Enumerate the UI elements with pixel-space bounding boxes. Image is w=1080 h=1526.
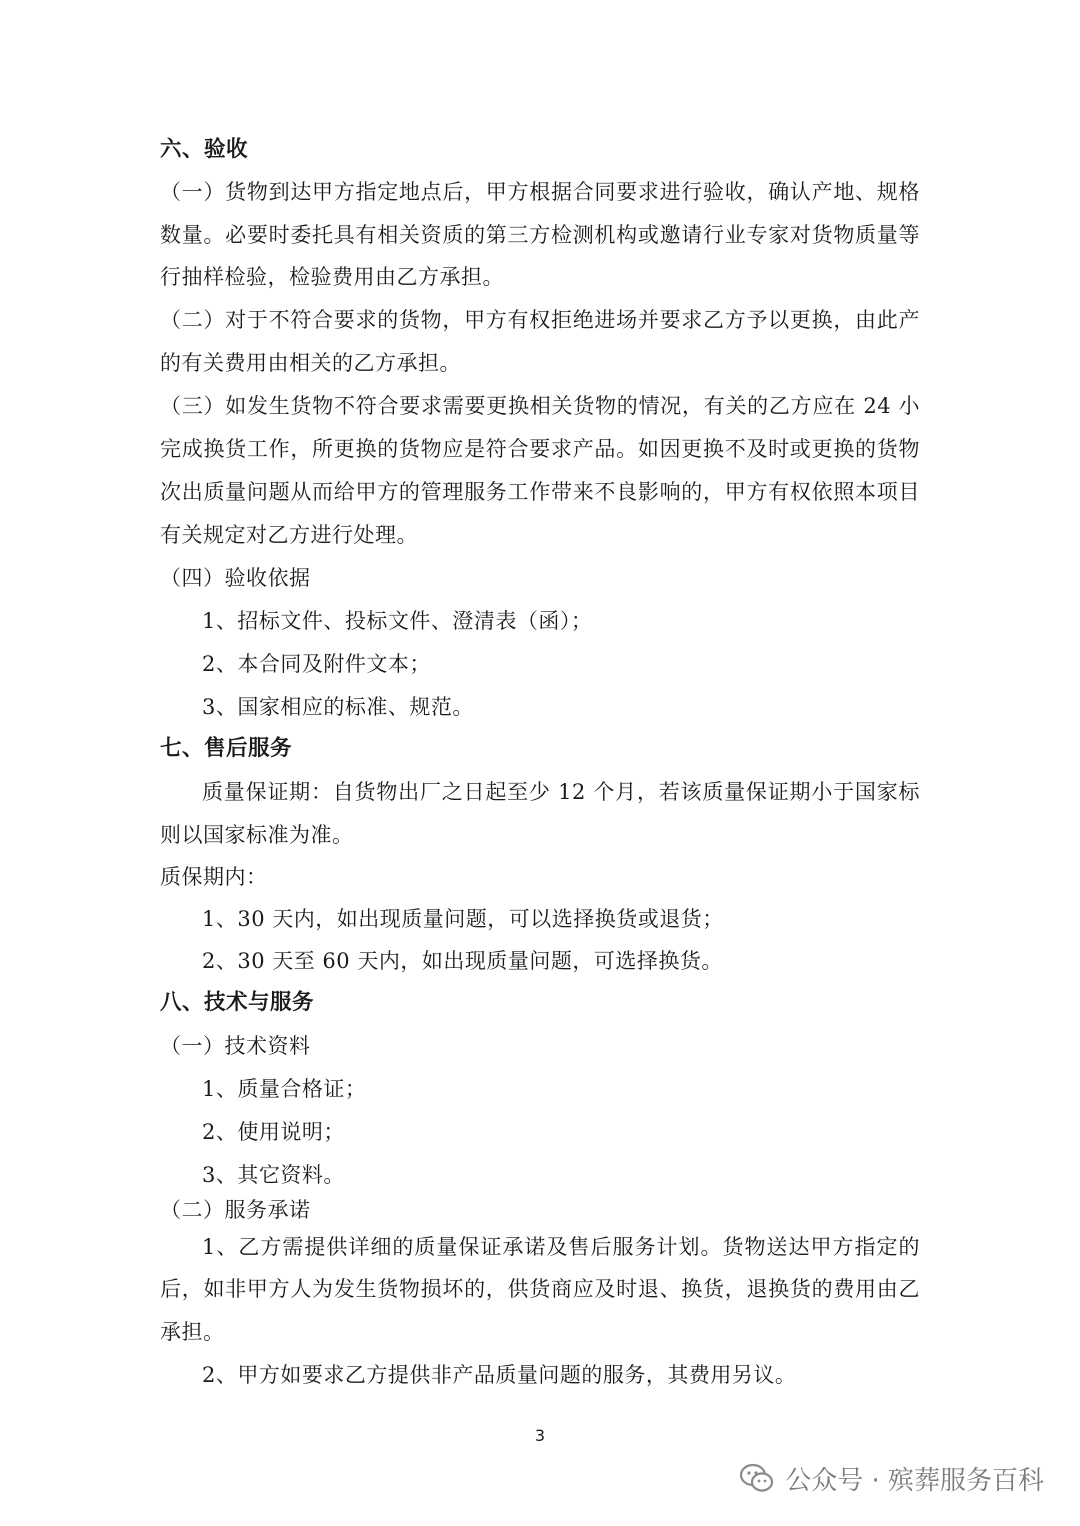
paragraph-line: 完成换货工作，所更换的货物应是符合要求产品。如因更换不及时或更换的货物	[160, 437, 920, 461]
list-item: 3、国家相应的标准、规范。	[202, 695, 474, 719]
paragraph-line: 承担。	[160, 1320, 225, 1344]
list-item: 1、招标文件、投标文件、澄清表（函）；	[202, 609, 593, 633]
watermark-text: 公众号 · 殡葬服务百科	[785, 1465, 1044, 1496]
paragraph-line: 行抽样检验，检验费用由乙方承担。	[160, 265, 504, 289]
paragraph-line: 2、甲方如要求乙方提供非产品质量问题的服务，其费用另议。	[202, 1363, 797, 1387]
wechat-icon	[739, 1463, 775, 1493]
list-item: 2、使用说明；	[202, 1120, 345, 1144]
subsection-heading: （四）验收依据	[160, 566, 311, 590]
paragraph-line: 有关规定对乙方进行处理。	[160, 523, 418, 547]
section-heading-after-sales: 七、售后服务	[160, 736, 293, 761]
paragraph-line: （三）如发生货物不符合要求需要更换相关货物的情况，有关的乙方应在 24 小	[160, 394, 920, 418]
paragraph-line: 质量保证期：自货物出厂之日起至少 12 个月，若该质量保证期小于国家标	[202, 780, 920, 804]
paragraph-line: （二）对于不符合要求的货物，甲方有权拒绝进场并要求乙方予以更换，由此产	[160, 308, 920, 332]
paragraph-line: （一）货物到达甲方指定地点后，甲方根据合同要求进行验收，确认产地、规格	[160, 180, 920, 204]
list-item: 1、30 天内，如出现质量问题，可以选择换货或退货；	[202, 907, 724, 931]
paragraph-line: 数量。必要时委托具有相关资质的第三方检测机构或邀请行业专家对货物质量等	[160, 223, 920, 247]
paragraph-line: 后，如非甲方人为发生货物损坏的，供货商应及时退、换货，退换货的费用由乙	[160, 1277, 920, 1301]
paragraph-line: 1、乙方需提供详细的质量保证承诺及售后服务计划。货物送达甲方指定的	[202, 1235, 920, 1259]
list-item: 2、本合同及附件文本；	[202, 652, 431, 676]
section-heading-acceptance: 六、验收	[160, 137, 249, 162]
list-item: 3、其它资料。	[202, 1163, 345, 1187]
paragraph-line: 质保期内：	[160, 865, 268, 889]
subsection-heading: （一）技术资料	[160, 1034, 311, 1058]
watermark	[739, 1458, 1044, 1498]
paragraph-line: 次出质量问题从而给甲方的管理服务工作带来不良影响的，甲方有权依照本项目	[160, 480, 920, 504]
section-heading-technology-service: 八、技术与服务	[160, 990, 315, 1015]
paragraph-line: 则以国家标准为准。	[160, 823, 354, 847]
list-item: 2、30 天至 60 天内，如出现质量问题，可选择换货。	[202, 949, 723, 973]
paragraph-line: 的有关费用由相关的乙方承担。	[160, 351, 461, 375]
list-item: 1、质量合格证；	[202, 1077, 367, 1101]
subsection-heading: （二）服务承诺	[160, 1198, 311, 1222]
page-number: 3	[534, 1426, 546, 1445]
